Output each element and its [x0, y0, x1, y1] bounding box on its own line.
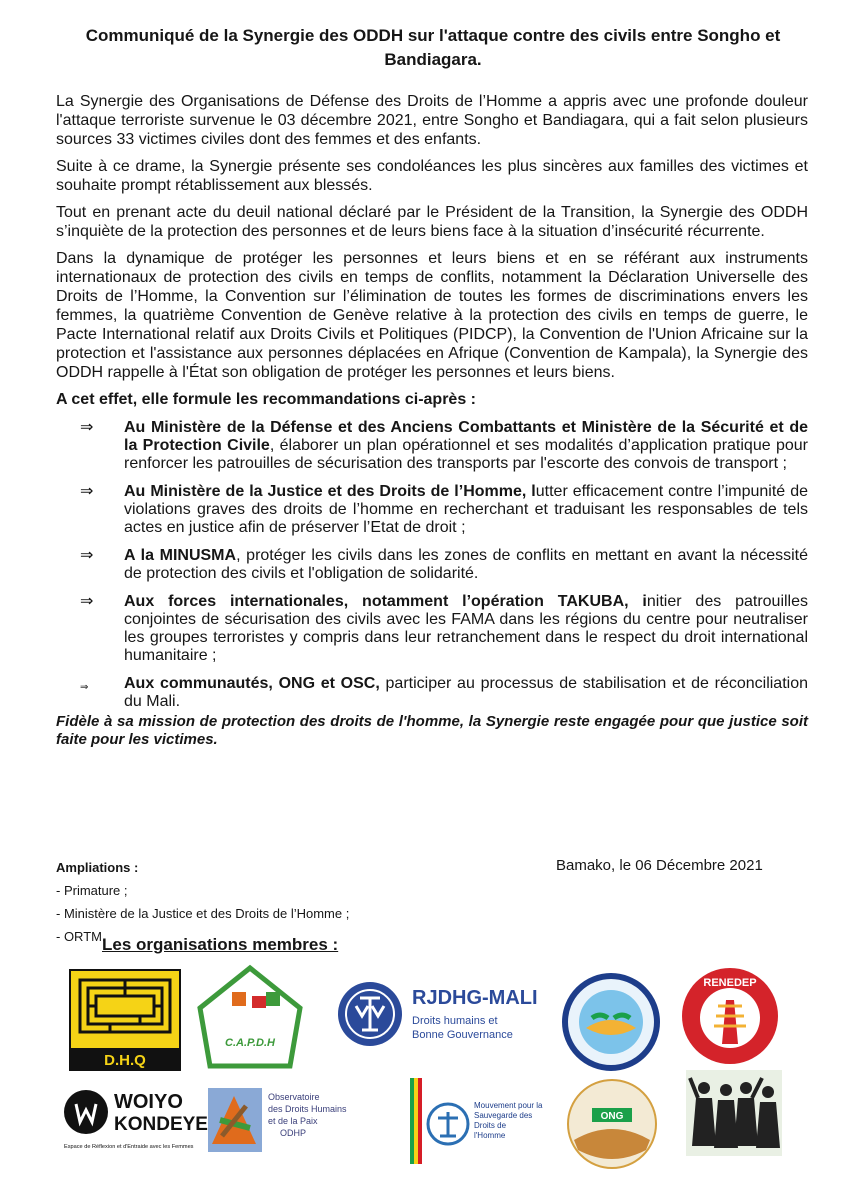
ampliation-item: - Ministère de la Justice et des Droits de l’Homme ;	[56, 906, 350, 921]
closing-statement: Fidèle à sa mission de protection des droits de l'homme, la Synergie reste engagée pour que justice soit faite pour les victimes.	[56, 713, 808, 748]
mpsdh-logo-line3: Droits de	[474, 1121, 507, 1130]
ampliation-item: - Primature ;	[56, 883, 128, 898]
recommendation-text: utter efficacement contre l’impunité de violations graves des droits de l’homme en recherchant et traduisant les responsables de tels actes en justice afin de préserver l’Etat de droit ;	[124, 483, 808, 536]
odhp-logo-line2: des Droits Humains	[268, 1104, 347, 1114]
document-body	[56, 92, 808, 749]
rjdhg-logo-sub2: Bonne Gouvernance	[412, 1029, 513, 1041]
mpsdh-logo	[408, 1076, 543, 1166]
recommendation-recipient: Au Ministère de la Justice et des Droits de l’Homme, l	[124, 483, 536, 500]
rjdhg-logo-sub1: Droits humains et	[412, 1015, 498, 1027]
ampliations	[56, 858, 349, 946]
paragraph-3: Tout en prenant acte du deuil national déclaré par le Président de la Transition, la Synergie des ODDH s’inquiète de la protection des personnes et de leurs biens face à la situation d’insécurité récurrente.	[56, 204, 808, 240]
woiyo-logo-line2: KONDEYE	[114, 1114, 208, 1135]
recommendation-recipient: A la MINUSMA	[124, 547, 237, 564]
place-date: Bamako, le 06 Décembre 2021	[556, 857, 763, 874]
recommendation-item	[56, 483, 808, 537]
recommendation-text: , élaborer un plan opérationnel et ses modalités d’application pratique pour renforcer les patrouilles de sécurisation des transports par l'escorte des convois de transport ;	[124, 437, 808, 472]
renedep-logo	[680, 966, 780, 1066]
dhq-logo	[70, 970, 180, 1070]
recommendation-text: , protéger les civils dans les zones de conflits en mettant en avant la nécessité de protection des civils et l'obligation de solidarité.	[124, 547, 808, 582]
paragraph-2: Suite à ce drame, la Synergie présente ses condoléances les plus sincères aux familles des victimes et souhaite prompt rétablissement aux blessés.	[56, 158, 808, 194]
rjdhg-logo-title: RJDHG-MALI	[412, 987, 538, 1009]
arrow-right-icon: ⇒	[80, 483, 94, 500]
recommendations-lead: A cet effet, elle formule les recommandations ci-après :	[56, 391, 476, 408]
capdh-logo-label: C.A.P.D.H	[225, 1037, 275, 1049]
members-title: Les organisations membres :	[102, 935, 339, 954]
ampliations-heading: Ampliations :	[56, 860, 139, 875]
recommendation-item	[56, 419, 808, 473]
mpsdh-logo-line1: Mouvement pour la	[474, 1101, 543, 1110]
arrow-right-icon: ⇒	[80, 547, 94, 564]
paragraph-4: Dans la dynamique de protéger les personnes et leurs biens et en se référant aux instruments internationaux de protection des civils en temps de conflits, notamment la Déclaration Universelle des Droits de l’Homme, la Convention sur l’élimination de toutes les formes de discriminations envers les femmes, la quatrième Convention de Genève relative à la protection des civils en temps de guerre, le Pacte International relatif aux Droits Civils et Politiques (PIDCP), la Convention de l'Union Africaine sur la protection et l'assistance aux personnes déplacées en Afrique (Convention de Kampala), la Synergie des ODDH rappelle à l'État son obligation de protéger les personnes et leurs biens.	[56, 250, 808, 381]
recommendation-text: participer au processus de stabilisation et de réconciliation du Mali.	[124, 675, 808, 710]
recommendation-recipient: Aux forces internationales, notamment l’opération TAKUBA, i	[124, 593, 647, 610]
recommendation-item	[56, 547, 808, 583]
recommendation-recipient: Au Ministère de la Défense et des Anciens Combattants et Ministère de la Sécurité et de la Protection Civile	[124, 419, 808, 454]
odhp-logo-line3: et de la Paix	[268, 1116, 318, 1126]
ong-adp-logo	[566, 1078, 658, 1170]
arrow-right-icon: ⇒	[80, 419, 94, 436]
recommendation-item	[56, 593, 808, 665]
odhp-logo-line4: ODHP	[280, 1128, 307, 1138]
women-silhouettes-logo	[686, 1070, 782, 1156]
ampliation-item: - ORTM.	[56, 929, 106, 944]
odhp-logo-line1: Observatoire	[268, 1092, 320, 1102]
document-title: Communiqué de la Synergie des ODDH sur l'attaque contre des civils entre Songho et Bandiagara.	[85, 26, 781, 69]
recommendation-recipient: Aux communautés, ONG et OSC,	[124, 675, 380, 692]
renedep-logo-label: RENEDEP	[703, 977, 757, 989]
woiyo-logo-sub: Espace de Réflexion et d'Entraide avec les Femmes	[64, 1144, 194, 1150]
arrow-right-icon: ⇒	[80, 682, 89, 693]
dhq-logo-label: D.H.Q	[104, 1052, 146, 1069]
mpsdh-logo-line2: Sauvegarde des	[474, 1111, 533, 1120]
odhp-logo	[206, 1084, 347, 1160]
woiyo-kondeye-logo	[62, 1082, 208, 1164]
rjdhg-mali-logo	[336, 974, 538, 1058]
mpsdh-logo-line4: l'Homme	[474, 1131, 506, 1140]
paragraph-1: La Synergie des Organisations de Défense des Droits de l’Homme a appris avec une profonde douleur l'attaque terroriste survenue le 03 décembre 2021, entre Songho et Bandiagara, qui a fait selon plusieurs sources 33 victimes civiles dont des femmes et des enfants.	[56, 93, 808, 148]
ong-logo-label: ONG	[600, 1111, 624, 1122]
woiyo-logo-line1: WOIYO	[114, 1091, 183, 1113]
capdh-logo	[192, 962, 308, 1072]
arrow-right-icon: ⇒	[80, 593, 94, 610]
recommendation-text: nitier des patrouilles conjointes de sécurisation des civils avec les FAMA dans les régions du centre pour neutraliser les groupes terroristes y compris dans leur retranchement dans le respect du droit international humanitaire ;	[124, 593, 809, 664]
recommendation-item	[56, 675, 808, 711]
aeelcrem-logo	[556, 972, 666, 1072]
